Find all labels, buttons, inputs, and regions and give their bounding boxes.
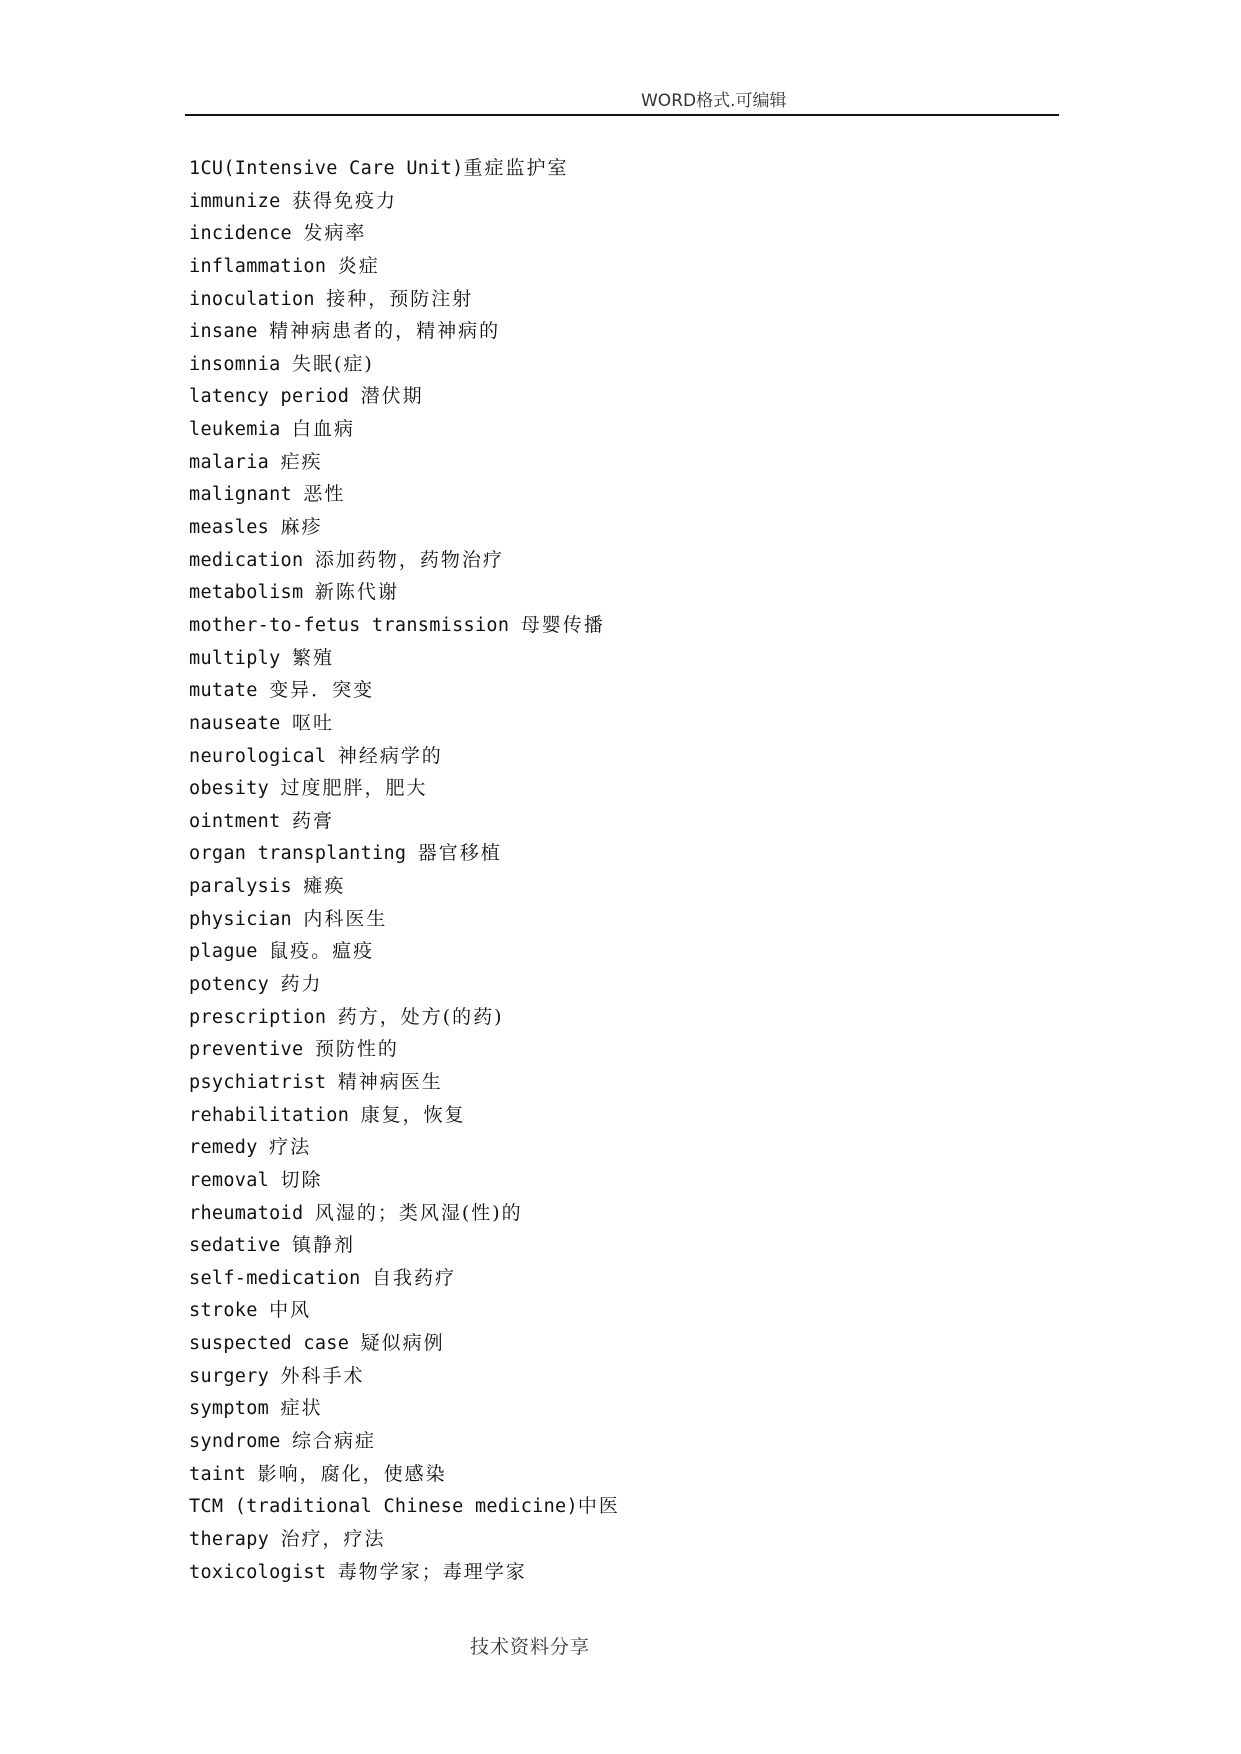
glossary-entry xyxy=(189,413,620,446)
glossary-entry xyxy=(189,674,620,707)
term-english: measles xyxy=(189,517,281,539)
glossary-entry xyxy=(189,903,620,936)
term-chinese: 精神病患者的，精神病的 xyxy=(269,320,501,343)
term-chinese: 精神病医生 xyxy=(337,1070,443,1093)
term-chinese: 鼠疫。瘟疫 xyxy=(269,940,375,963)
term-chinese: 康复，恢复 xyxy=(360,1103,466,1126)
term-english: paralysis xyxy=(189,876,304,898)
term-chinese: 疑似病例 xyxy=(360,1332,445,1355)
glossary-entry xyxy=(189,1490,620,1523)
term-english: malaria xyxy=(189,451,281,473)
glossary-entry xyxy=(189,935,620,968)
term-chinese: 疗法 xyxy=(269,1136,312,1159)
term-chinese: 恶性 xyxy=(303,483,346,506)
term-chinese: 发病率 xyxy=(303,222,367,245)
term-chinese: 中风 xyxy=(269,1299,312,1322)
glossary-entry xyxy=(189,1001,620,1034)
glossary-entry xyxy=(189,348,620,381)
term-chinese: 综合病症 xyxy=(291,1429,376,1452)
term-chinese: 毒物学家；毒理学家 xyxy=(337,1560,527,1583)
glossary-entry xyxy=(189,1262,620,1295)
term-english: leukemia xyxy=(189,419,292,441)
term-chinese: 失眠(症) xyxy=(291,352,374,375)
term-chinese: 风湿的；类风湿(性)的 xyxy=(314,1201,523,1224)
term-chinese: 瘫痪 xyxy=(303,875,346,898)
term-english: malignant xyxy=(189,484,304,506)
glossary-entry xyxy=(189,1099,620,1132)
term-chinese: 器官移植 xyxy=(417,842,502,865)
glossary-entry xyxy=(189,968,620,1001)
term-english: mutate xyxy=(189,680,270,702)
term-english: removal xyxy=(189,1169,281,1191)
term-english: preventive xyxy=(189,1039,315,1061)
term-chinese: 药力 xyxy=(280,973,323,996)
term-chinese: 切除 xyxy=(280,1168,323,1191)
term-english: plague xyxy=(189,941,270,963)
term-english: therapy xyxy=(189,1528,281,1550)
glossary-entry xyxy=(189,1229,620,1262)
glossary-entry xyxy=(189,283,620,316)
term-chinese: 内科医生 xyxy=(303,907,388,930)
glossary-entry xyxy=(189,740,620,773)
glossary-entry xyxy=(189,609,620,642)
term-english: sedative xyxy=(189,1235,292,1257)
term-english: suspected case xyxy=(189,1333,361,1355)
glossary-entry xyxy=(189,446,620,479)
term-chinese: 症状 xyxy=(280,1397,323,1420)
glossary-entry xyxy=(189,1458,620,1491)
term-english: latency period xyxy=(189,386,361,408)
term-chinese: 繁殖 xyxy=(291,646,334,669)
term-chinese: 白血病 xyxy=(291,418,355,441)
term-chinese: 药方，处方(的药) xyxy=(337,1005,504,1028)
glossary-entry xyxy=(189,1523,620,1556)
term-english: toxicologist xyxy=(189,1561,338,1583)
term-english: insane xyxy=(189,321,270,343)
glossary-list xyxy=(189,152,620,1588)
glossary-entry xyxy=(189,805,620,838)
term-chinese: 疟疾 xyxy=(280,450,323,473)
glossary-entry xyxy=(189,1392,620,1425)
glossary-entry xyxy=(189,544,620,577)
glossary-entry xyxy=(189,1327,620,1360)
term-english: obesity xyxy=(189,778,281,800)
term-english: TCM (traditional Chinese medicine) xyxy=(189,1496,578,1518)
term-chinese: 自我药疗 xyxy=(372,1266,457,1289)
term-chinese: 母婴传播 xyxy=(520,613,605,636)
term-chinese: 药膏 xyxy=(291,809,334,832)
glossary-entry xyxy=(189,1294,620,1327)
term-english: self-medication xyxy=(189,1267,373,1289)
term-english: inoculation xyxy=(189,288,327,310)
term-chinese: 过度肥胖，肥大 xyxy=(280,777,428,800)
term-chinese: 潜伏期 xyxy=(360,385,424,408)
term-chinese: 呕吐 xyxy=(291,711,334,734)
term-english: 1CU(Intensive Care Unit) xyxy=(189,158,464,179)
glossary-entry xyxy=(189,478,620,511)
glossary-entry xyxy=(189,217,620,250)
term-chinese: 预防性的 xyxy=(314,1038,399,1061)
glossary-entry xyxy=(189,380,620,413)
glossary-entry xyxy=(189,1066,620,1099)
term-english: neurological xyxy=(189,745,338,767)
term-english: medication xyxy=(189,549,315,571)
term-english: multiply xyxy=(189,647,292,669)
glossary-entry xyxy=(189,576,620,609)
term-english: physician xyxy=(189,908,304,930)
term-english: ointment xyxy=(189,810,292,832)
term-english: syndrome xyxy=(189,1430,292,1452)
term-chinese: 添加药物，药物治疗 xyxy=(314,548,504,571)
glossary-entry xyxy=(189,1360,620,1393)
glossary-entry xyxy=(189,152,620,185)
glossary-entry xyxy=(189,772,620,805)
glossary-entry xyxy=(189,1033,620,1066)
term-english: potency xyxy=(189,974,281,996)
glossary-entry xyxy=(189,250,620,283)
glossary-entry xyxy=(189,837,620,870)
term-english: organ transplanting xyxy=(189,843,418,865)
term-english: insomnia xyxy=(189,353,292,375)
term-chinese: 新陈代谢 xyxy=(314,581,399,604)
term-english: inflammation xyxy=(189,255,338,277)
glossary-entry xyxy=(189,1425,620,1458)
term-english: incidence xyxy=(189,223,304,245)
glossary-entry xyxy=(189,315,620,348)
term-chinese: 炎症 xyxy=(337,254,380,277)
term-english: nauseate xyxy=(189,712,292,734)
term-english: prescription xyxy=(189,1006,338,1028)
term-english: stroke xyxy=(189,1300,270,1322)
page-header xyxy=(186,88,1058,114)
term-chinese: 获得免疫力 xyxy=(291,189,397,212)
glossary-entry xyxy=(189,1197,620,1230)
term-chinese: 麻疹 xyxy=(280,516,323,539)
term-english: psychiatrist xyxy=(189,1071,338,1093)
term-chinese: 神经病学的 xyxy=(337,744,443,767)
term-english: rheumatoid xyxy=(189,1202,315,1224)
glossary-entry xyxy=(189,707,620,740)
term-english: remedy xyxy=(189,1137,270,1159)
glossary-entry xyxy=(189,185,620,218)
glossary-entry xyxy=(189,870,620,903)
term-chinese: 重症监护室 xyxy=(463,157,569,179)
header-text: WORD格式.可编辑 xyxy=(641,91,787,111)
term-english: surgery xyxy=(189,1365,281,1387)
term-english: rehabilitation xyxy=(189,1104,361,1126)
glossary-entry xyxy=(189,642,620,675)
term-chinese: 变异．突变 xyxy=(269,679,375,702)
term-english: symptom xyxy=(189,1398,281,1420)
glossary-entry xyxy=(189,1556,620,1589)
glossary-entry xyxy=(189,1164,620,1197)
term-english: mother-to-fetus transmission xyxy=(189,614,521,636)
glossary-entry xyxy=(189,1131,620,1164)
header-rule xyxy=(185,114,1059,116)
page-footer: 技术资料分享 xyxy=(469,1636,590,1658)
term-chinese: 外科手术 xyxy=(280,1364,365,1387)
term-chinese: 治疗，疗法 xyxy=(280,1527,386,1550)
term-english: taint xyxy=(189,1463,258,1485)
term-chinese: 中医 xyxy=(577,1495,620,1518)
glossary-entry xyxy=(189,511,620,544)
term-chinese: 影响，腐化，使感染 xyxy=(257,1462,447,1485)
term-english: immunize xyxy=(189,190,292,212)
term-chinese: 镇静剂 xyxy=(291,1234,355,1257)
term-chinese: 接种，预防注射 xyxy=(326,287,474,310)
term-english: metabolism xyxy=(189,582,315,604)
